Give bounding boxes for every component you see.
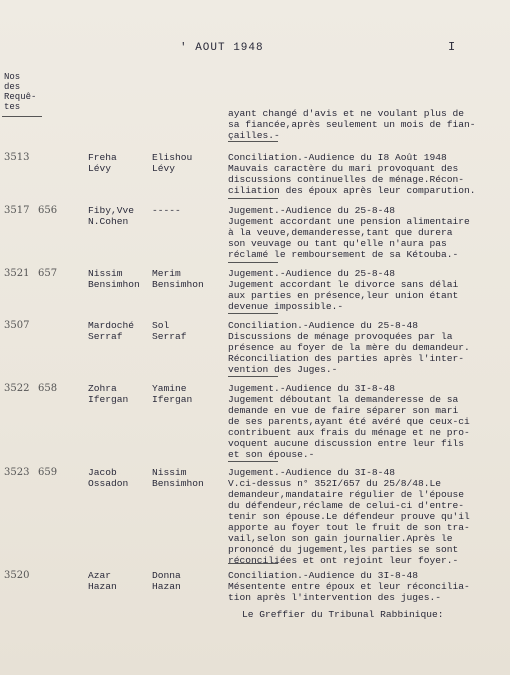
- party-plaintiff: Jacob Ossadon: [88, 467, 129, 489]
- request-number: 3522: [4, 383, 30, 394]
- party-defendant: Donna Hazan: [152, 570, 181, 592]
- entry-rule: [228, 563, 278, 564]
- request-number: 3513: [4, 152, 30, 163]
- page-number: I: [448, 40, 456, 54]
- entry-rule: [228, 376, 278, 377]
- party-plaintiff: Mardoché Serraf: [88, 320, 135, 342]
- party-defendant: Merim Bensimhon: [152, 268, 204, 290]
- entry-rule: [228, 313, 278, 314]
- party-plaintiff: Nissim Bensimhon: [88, 268, 140, 290]
- judgment-number: 657: [38, 268, 58, 279]
- party-defendant: -----: [152, 205, 181, 216]
- request-number: 3507: [4, 320, 30, 331]
- judgment-number: 656: [38, 205, 58, 216]
- party-defendant: Yamine Ifergan: [152, 383, 193, 405]
- judgment-number: 658: [38, 383, 58, 394]
- entry-rule: [228, 461, 278, 462]
- party-plaintiff: Fiby,Vve N.Cohen: [88, 205, 135, 227]
- entry-text: Jugement.-Audience du 3I-8-48 V.ci-dessus n° 352I/657 du 25/8/48.Le demandeur,mandataire régulier de l'épouse du défendeur,réclame de celui-ci d'entre- tenir son épouse.Le défendeur prouve qu'il apporte au foyer tout le fruit de son tra- vail,selon son gain journalier.Après le prononcé du jugement,les parties se sont réconciliées et ont rejoint leur foyer.-: [228, 467, 470, 566]
- entry-rule: [228, 262, 278, 263]
- entry-rule: [228, 198, 278, 199]
- request-number: 3517: [4, 205, 30, 216]
- party-plaintiff: Zohra Ifergan: [88, 383, 129, 405]
- entry-text: Jugement.-Audience du 3I-8-48 Jugement déboutant la demanderesse de sa demande en vue de faire séparer son mari de ses parents,ayant été avéré que ceux-ci contribuent aux frais du ménage et ne pro- voquent aucune discussion entre leur fils et son épouse.-: [228, 383, 470, 460]
- request-number: 3521: [4, 268, 30, 279]
- entry-text: Conciliation.-Audience du 3I-8-48 Mésentente entre époux et leur réconcilia- tion après l'intervention des juges.-: [228, 570, 470, 603]
- entry-rule: [228, 141, 278, 142]
- entry-text: Conciliation.-Audience du 25-8-48 Discussions de ménage provoquées par la présence au foyer de la mère du demandeur. Réconciliation des parties après l'inter- vention des Juges.-: [228, 320, 470, 375]
- party-defendant: Sol Serraf: [152, 320, 187, 342]
- entry-text: Jugement.-Audience du 25-8-48 Jugement accordant le divorce sans délai aux parties en présence,leur union étant devenue impossible.-: [228, 268, 459, 312]
- party-plaintiff: Azar Hazan: [88, 570, 117, 592]
- entry-text: Jugement.-Audience du 25-8-48 Jugement accordant une pension alimentaire à la veuve,demanderesse,tant que durera son veuvage ou tant qu'elle n'aura pas réclamé le remboursement de sa Kétouba.-: [228, 205, 470, 260]
- entry-text: Conciliation.-Audience du I8 Août 1948 Mauvais caractère du mari provoquant des discussions continuelles de ménage.Récon- ciliation des époux après leur comparution.: [228, 152, 476, 196]
- column-heading: Nos des Requê- tes: [4, 72, 37, 112]
- column-heading-rule: [2, 116, 42, 117]
- party-defendant: Elishou Lévy: [152, 152, 193, 174]
- header-date: ' AOUT 1948: [180, 42, 264, 54]
- party-plaintiff: Freha Lévy: [88, 152, 117, 174]
- judgment-number: 659: [38, 467, 58, 478]
- request-number: 3520: [4, 570, 30, 581]
- party-defendant: Nissim Bensimhon: [152, 467, 204, 489]
- request-number: 3523: [4, 467, 30, 478]
- intro-text: ayant changé d'avis et ne voulant plus de sa fiancée,après seulement un mois de fian- çailles.-: [228, 108, 476, 141]
- clerk-signature-line: Le Greffier du Tribunal Rabbinique:: [242, 609, 444, 620]
